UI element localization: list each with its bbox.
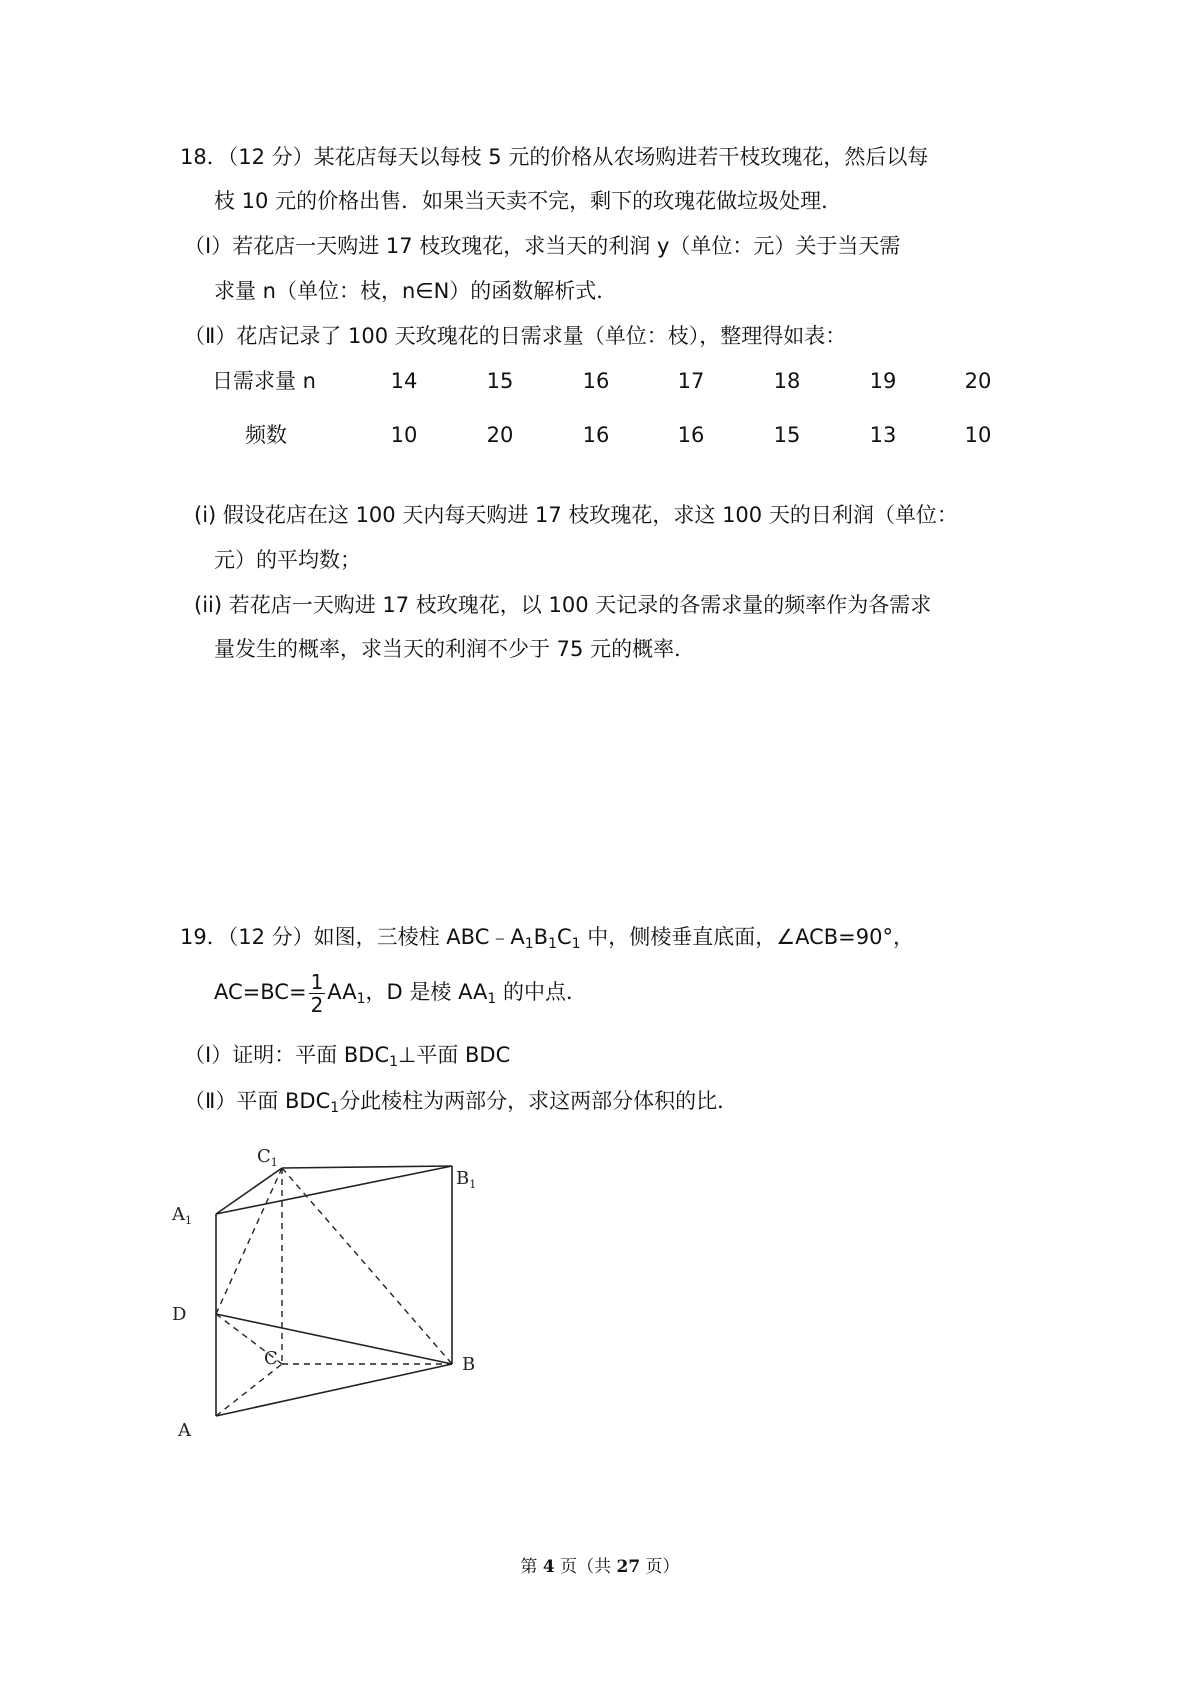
- q19-line-1: [180, 922, 914, 952]
- demand-cell: 16: [582, 369, 610, 393]
- q18-part1-line-2: 求量 n（单位：枝，n∈N）的函数解析式．: [214, 279, 618, 303]
- frequency-cell: 10: [390, 423, 418, 447]
- demand-cell: 19: [869, 369, 897, 393]
- frequency-cell: 10: [964, 423, 992, 447]
- q19-line-1-b: B: [533, 925, 549, 949]
- vertex-label-b: B: [462, 1354, 476, 1375]
- q19-part1-text-b: ⊥平面 BDC: [398, 1043, 511, 1067]
- subscript: 1: [524, 936, 534, 952]
- frequency-row: [0, 420, 1200, 450]
- edge-d-c1: [216, 1168, 282, 1314]
- subscript: 1: [389, 1054, 399, 1070]
- edge-d-b: [216, 1314, 452, 1364]
- fraction-one-half: [309, 969, 326, 1017]
- q18-part1-line-1: （Ⅰ）若花店一天购进 17 枝玫瑰花，求当天的利润 y（单位：元）关于当天需: [184, 234, 901, 258]
- q19-line-2-text-c: ，D 是棱 AA: [365, 980, 488, 1004]
- q19-line-1-text-b: 中，侧棱垂直底面，∠ACB=90°，: [580, 925, 914, 949]
- footer-text-mid: 页（共: [554, 1557, 617, 1577]
- demand-cell: 15: [486, 369, 514, 393]
- demand-cell: 17: [677, 369, 705, 393]
- vertex-label-d: D: [172, 1304, 187, 1325]
- demand-cell: 14: [390, 369, 418, 393]
- demand-row: [0, 366, 1200, 396]
- q19-line-1-c: C: [557, 925, 572, 949]
- frequency-row-label: 频数: [245, 423, 287, 447]
- frequency-cell: 16: [582, 423, 610, 447]
- q19-part2-text-a: （Ⅱ）平面 BDC: [184, 1089, 331, 1113]
- edge-a-b: [216, 1364, 452, 1416]
- frequency-cell: 13: [869, 423, 897, 447]
- q18-i-line-2: 元）的平均数；: [214, 548, 361, 572]
- page-footer: [0, 1552, 1200, 1577]
- fraction-denominator: 2: [310, 992, 324, 1017]
- prism-figure: [160, 1130, 500, 1440]
- vertex-label-a: A: [178, 1420, 191, 1440]
- q19-line-2-text-a: AC=BC=: [214, 980, 307, 1004]
- subscript: 1: [571, 936, 581, 952]
- frequency-cell: 15: [773, 423, 801, 447]
- vertex-label-c: C: [264, 1348, 278, 1369]
- footer-page-number: 4: [542, 1557, 555, 1577]
- subscript: 1: [548, 936, 557, 952]
- q18-ii-line-1: (ii) 若花店一天购进 17 枝玫瑰花，以 100 天记录的各需求量的频率作为各需求: [194, 593, 932, 617]
- q19-line-2-text-d: 的中点．: [496, 980, 587, 1004]
- q19-part1-text-a: （Ⅰ）证明：平面 BDC: [184, 1043, 390, 1067]
- q18-ii-line-2: 量发生的概率，求当天的利润不少于 75 元的概率．: [214, 637, 696, 661]
- demand-cell: 20: [964, 369, 992, 393]
- q18-part2-line-1: （Ⅱ）花店记录了 100 天玫瑰花的日需求量（单位：枝），整理得如表：: [184, 324, 847, 348]
- q18-i-line-1: (i) 假设花店在这 100 天内每天购进 17 枝玫瑰花，求这 100 天的日利润（单位：: [194, 503, 958, 527]
- vertex-label-b1: $B_1$: [456, 1168, 477, 1191]
- demand-row-label: 日需求量 n: [212, 369, 316, 393]
- footer-text-post: 页）: [640, 1557, 680, 1577]
- demand-cell: 18: [773, 369, 801, 393]
- fraction-numerator: 1: [310, 969, 324, 994]
- q19-line-2: [214, 970, 587, 1015]
- frequency-cell: 20: [486, 423, 514, 447]
- subscript: 1: [487, 991, 497, 1007]
- footer-total-pages: 27: [616, 1557, 641, 1577]
- footer-text-pre: 第: [520, 1557, 543, 1577]
- edge-c1-b: [282, 1168, 452, 1364]
- edge-c1-b1: [282, 1166, 452, 1168]
- q18-line-2: 枝 10 元的价格出售．如果当天卖不完，剩下的玫瑰花做垃圾处理．: [214, 189, 843, 213]
- vertex-label-a1: $A_1$: [172, 1204, 192, 1227]
- q19-line-1-text-a: 19．（12 分）如图，三棱柱 ABC﹣A: [180, 925, 525, 949]
- q19-part2: [184, 1086, 738, 1116]
- subscript: 1: [356, 991, 366, 1007]
- subscript: 1: [330, 1100, 340, 1116]
- q18-line-1: 18．（12 分）某花店每天以每枝 5 元的价格从农场购进若干枝玫瑰花，然后以每: [180, 145, 929, 169]
- q19-part1: [184, 1040, 510, 1070]
- q19-part2-text-b: 分此棱柱为两部分，求这两部分体积的比．: [339, 1089, 739, 1113]
- frequency-cell: 16: [677, 423, 705, 447]
- vertex-label-c1: $C_1$: [257, 1146, 278, 1169]
- q19-line-2-text-b: AA: [327, 980, 357, 1004]
